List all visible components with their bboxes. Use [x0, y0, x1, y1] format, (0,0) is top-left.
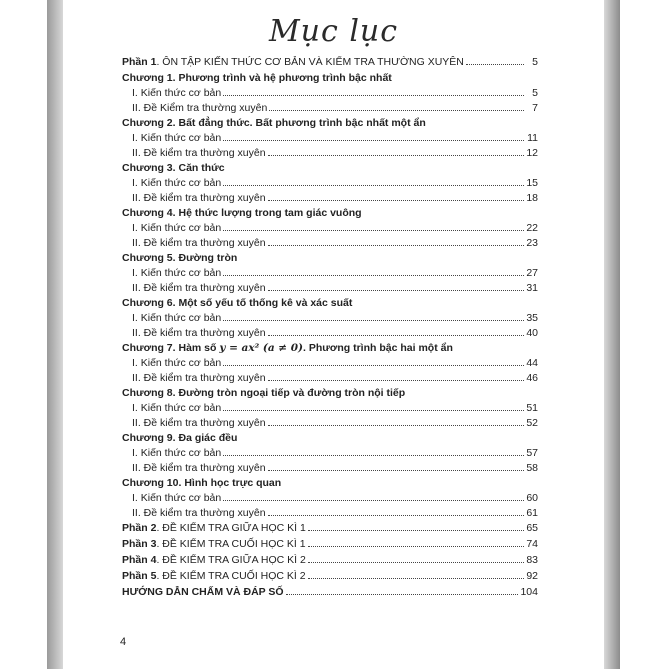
toc-leader-dots — [223, 266, 524, 276]
toc-part-title: HƯỚNG DẪN CHẤM VÀ ĐÁP SỐ — [122, 586, 284, 598]
toc-chapter-title: Chương 6. Một số yếu tố thống kê và xác suất — [122, 297, 353, 309]
toc-section-row — [122, 326, 538, 341]
toc-section-title: I. Kiến thức cơ bản — [132, 492, 222, 504]
toc-page-number: 40 — [526, 327, 538, 339]
toc-page-number: 57 — [526, 447, 538, 459]
toc-chapter-title: Chương 3. Căn thức — [122, 162, 225, 174]
toc-leader-dots — [308, 521, 524, 531]
toc-part-label — [122, 553, 306, 568]
toc-leader-dots — [268, 461, 524, 471]
toc-leader-dots — [268, 281, 524, 291]
toc-section-title: II. Đề kiểm tra thường xuyên — [132, 327, 266, 339]
toc-section-row — [122, 461, 538, 476]
toc-leader-dots — [308, 537, 524, 547]
toc-leader-dots — [268, 236, 524, 246]
toc-page-number: 31 — [526, 282, 538, 294]
toc-section-title: II. Đề kiểm tra thường xuyên — [132, 237, 266, 249]
toc-section-title: II. Đề kiểm tra thường xuyên — [132, 507, 266, 519]
toc-page-number: 58 — [526, 462, 538, 474]
toc-page-number: 83 — [526, 554, 538, 566]
toc-part-title: . ĐỀ KIỂM TRA GIỮA HỌC KÌ 2 — [156, 554, 306, 566]
toc-section-title: II. Đề kiểm tra thường xuyên — [132, 192, 266, 204]
toc-section-title: II. Đề Kiểm tra thường xuyên — [132, 102, 268, 114]
toc-section-row — [122, 86, 538, 101]
toc-section-row — [122, 176, 538, 191]
toc-part-title: . ĐỀ KIỂM TRA CUỐI HỌC KÌ 2 — [156, 570, 306, 582]
toc-page-number: 12 — [526, 147, 538, 159]
toc-chapter-title — [122, 341, 453, 356]
toc-leader-dots — [268, 506, 524, 516]
toc-section-row — [122, 101, 538, 116]
toc-chapter-row — [122, 251, 538, 266]
toc-leader-dots — [466, 55, 524, 65]
toc-chapter-row — [122, 431, 538, 446]
toc-leader-dots — [223, 221, 524, 231]
toc-part-row — [122, 569, 538, 585]
toc-part-label — [122, 569, 306, 584]
toc-section-row — [122, 131, 538, 146]
toc-page-number: 23 — [526, 237, 538, 249]
toc-section-row — [122, 371, 538, 386]
toc-section-row — [122, 221, 538, 236]
toc-leader-dots — [223, 86, 524, 96]
toc-leader-dots — [223, 176, 524, 186]
page-number: 4 — [120, 636, 127, 648]
toc-chapter-row — [122, 296, 538, 311]
toc-part-row — [122, 55, 538, 71]
toc-part-title: . ĐỀ KIỂM TRA CUỐI HỌC KÌ 1 — [156, 538, 306, 550]
toc-part-title: . ĐỀ KIỂM TRA GIỮA HỌC KÌ 1 — [156, 522, 306, 534]
toc-leader-dots — [223, 491, 524, 501]
toc-part-prefix: Phần 2 — [122, 522, 157, 534]
toc-leader-dots — [268, 416, 524, 426]
toc-leader-dots — [223, 401, 524, 411]
toc-leader-dots — [268, 371, 524, 381]
toc-section-title: I. Kiến thức cơ bản — [132, 447, 222, 459]
toc-page-number: 74 — [526, 538, 538, 550]
toc-section-title: I. Kiến thức cơ bản — [132, 402, 222, 414]
toc-page-number: 11 — [527, 132, 538, 144]
toc-part-row — [122, 585, 538, 601]
toc-leader-dots — [223, 446, 524, 456]
toc-page-number: 5 — [532, 87, 538, 99]
toc-page-number: 60 — [526, 492, 538, 504]
toc-chapter-title: Chương 10. Hình học trực quan — [122, 477, 282, 489]
toc-page-number: 18 — [526, 192, 538, 204]
page-title: Mục lục — [268, 14, 399, 49]
toc-part-prefix: Phần 5 — [122, 570, 157, 582]
toc-page-number: 61 — [526, 507, 538, 519]
toc-part-row — [122, 553, 538, 569]
toc-part-label — [122, 55, 464, 70]
toc-section-row — [122, 356, 538, 371]
toc-chapter-formula: y = ax² (a ≠ 0) — [219, 342, 304, 354]
toc-page-number: 27 — [526, 267, 538, 279]
toc-section-row — [122, 191, 538, 206]
toc-section-title: I. Kiến thức cơ bản — [132, 132, 222, 144]
toc-section-row — [122, 266, 538, 281]
toc-leader-dots — [308, 553, 524, 563]
toc-section-row — [122, 236, 538, 251]
toc-section-title: I. Kiến thức cơ bản — [132, 357, 222, 369]
toc-leader-dots — [268, 146, 524, 156]
toc-leader-dots — [268, 326, 524, 336]
toc-page-number: 65 — [526, 522, 538, 534]
toc-page-number: 35 — [526, 312, 538, 324]
toc-chapter-row — [122, 206, 538, 221]
toc-chapter-title: Chương 5. Đường tròn — [122, 252, 238, 264]
toc-chapter-row — [122, 386, 538, 401]
toc-chapter-title: Chương 1. Phương trình và hệ phương trình bậc nhất — [122, 72, 392, 84]
toc-part-prefix: Phần 4 — [122, 554, 157, 566]
toc-part-row — [122, 537, 538, 553]
book-page — [63, 0, 604, 669]
toc-chapter-row — [122, 476, 538, 491]
toc-page-number: 44 — [526, 357, 538, 369]
toc-chapter-row — [122, 116, 538, 131]
toc-section-title: I. Kiến thức cơ bản — [132, 312, 222, 324]
toc-chapter-title: Chương 4. Hệ thức lượng trong tam giác vuông — [122, 207, 362, 219]
toc-section-title: II. Đề kiểm tra thường xuyên — [132, 282, 266, 294]
toc-leader-dots — [269, 101, 524, 111]
toc-chapter-row — [122, 71, 538, 86]
toc-section-row — [122, 401, 538, 416]
toc-section-title: I. Kiến thức cơ bản — [132, 177, 222, 189]
toc-page-number: 22 — [526, 222, 538, 234]
toc-section-row — [122, 491, 538, 506]
page-edge-left — [47, 0, 63, 669]
toc-page-number: 92 — [526, 570, 538, 582]
toc-part-prefix: Phần 3 — [122, 538, 157, 550]
toc-section-title: I. Kiến thức cơ bản — [132, 222, 222, 234]
toc-leader-dots — [223, 131, 524, 141]
toc-chapter-title: Chương 9. Đa giác đều — [122, 432, 238, 444]
toc-leader-dots — [308, 569, 524, 579]
toc-section-row — [122, 446, 538, 461]
toc-leader-dots — [223, 356, 524, 366]
table-of-contents — [122, 55, 538, 601]
toc-part-label — [122, 521, 306, 536]
toc-chapter-text: Chương 7. Hàm số — [122, 342, 220, 354]
toc-section-title: II. Đề kiểm tra thường xuyên — [132, 462, 266, 474]
toc-page-number: 104 — [520, 586, 538, 598]
toc-section-title: II. Đề kiểm tra thường xuyên — [132, 147, 266, 159]
toc-page-number: 51 — [526, 402, 538, 414]
toc-leader-dots — [268, 191, 524, 201]
toc-page-number: 52 — [526, 417, 538, 429]
toc-section-title: I. Kiến thức cơ bản — [132, 87, 222, 99]
toc-page-number: 15 — [526, 177, 538, 189]
toc-part-label — [122, 585, 284, 600]
toc-section-row — [122, 281, 538, 296]
toc-leader-dots — [286, 585, 519, 595]
toc-page-number: 5 — [532, 56, 538, 68]
toc-section-title: I. Kiến thức cơ bản — [132, 267, 222, 279]
toc-leader-dots — [223, 311, 524, 321]
toc-chapter-row — [122, 341, 538, 356]
toc-part-prefix: Phần 1 — [122, 56, 157, 68]
toc-section-title: II. Đề kiểm tra thường xuyên — [132, 372, 266, 384]
toc-part-label — [122, 537, 306, 552]
toc-part-row — [122, 521, 538, 537]
toc-section-row — [122, 146, 538, 161]
toc-chapter-title: Chương 2. Bất đẳng thức. Bất phương trình bậc nhất một ẩn — [122, 117, 426, 129]
toc-chapter-row — [122, 161, 538, 176]
toc-chapter-title: Chương 8. Đường tròn ngoại tiếp và đường tròn nội tiếp — [122, 387, 406, 399]
toc-page-number: 46 — [526, 372, 538, 384]
toc-page-number: 7 — [532, 102, 538, 114]
toc-section-row — [122, 416, 538, 431]
toc-part-title: . ÔN TẬP KIẾN THỨC CƠ BẢN VÀ KIỂM TRA THƯỜNG XUYÊN — [156, 56, 464, 68]
toc-section-row — [122, 506, 538, 521]
toc-section-row — [122, 311, 538, 326]
page-edge-right — [604, 0, 620, 669]
toc-chapter-text: . Phương trình bậc hai một ẩn — [303, 342, 453, 354]
toc-section-title: II. Đề kiểm tra thường xuyên — [132, 417, 266, 429]
